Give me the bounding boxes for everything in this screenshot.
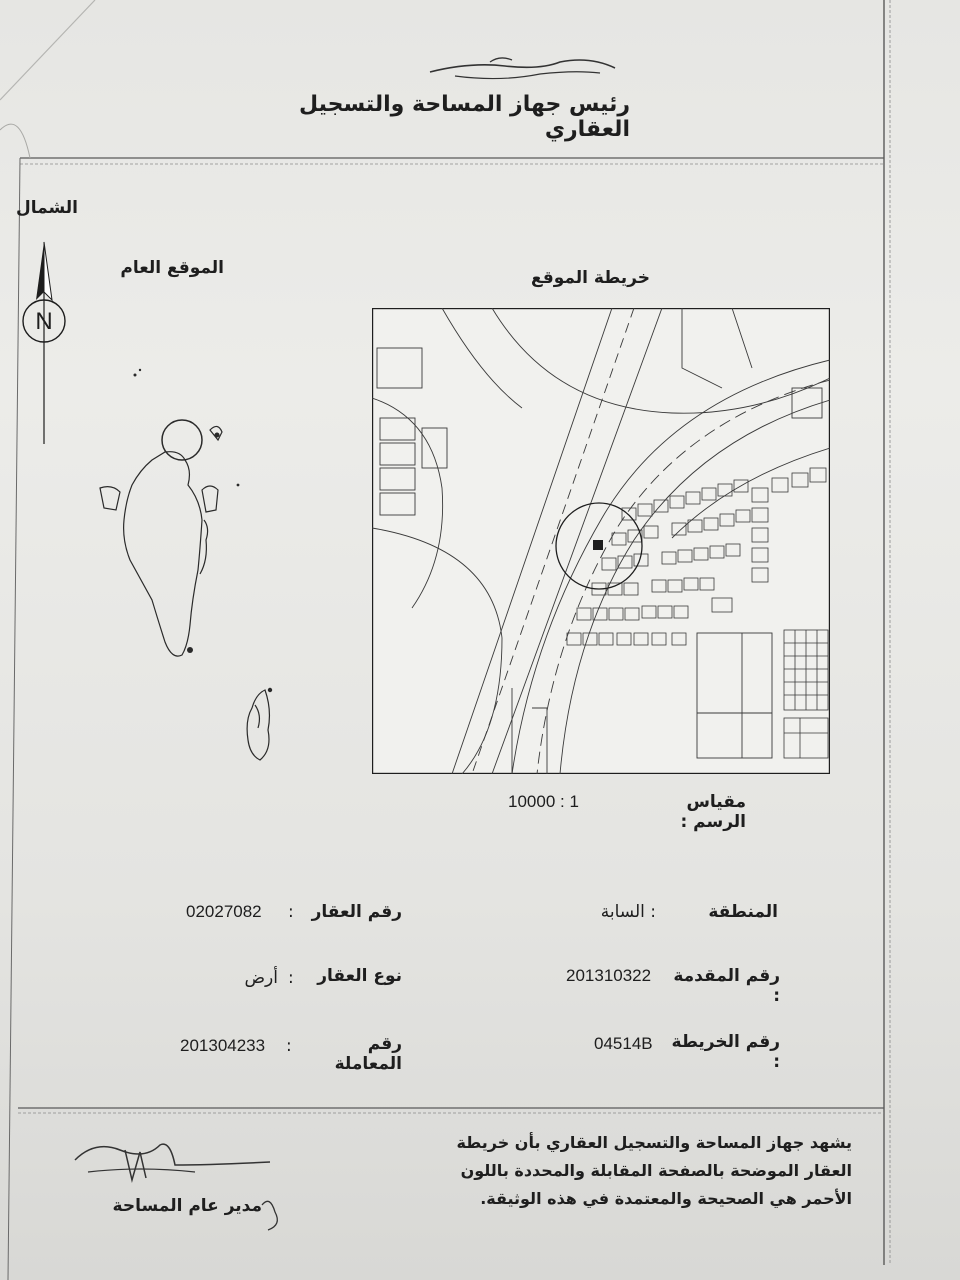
property-number-value: 02027082 [186,902,262,921]
north-letter: N [35,308,53,335]
application-number-value: 201310322 [566,966,652,985]
transaction-number-label: رقم المعاملة [334,1034,402,1074]
signatory-title: مدير عام المساحة [112,1196,262,1216]
property-type-colon: : [288,968,294,988]
site-map [372,308,830,774]
site-map-title: خريطة الموقع [530,268,650,288]
transaction-number-colon: : [286,1036,292,1056]
region-value: : السابة [600,902,656,922]
application-number-label: رقم المقدمة : [673,966,780,1006]
property-number-colon: : [288,902,294,922]
authority-title: رئيس جهاز المساحة والتسجيل العقاري [299,92,630,142]
property-type-label: نوع العقار [317,966,402,986]
general-location-map [60,360,280,780]
scale-label: مقياس الرسم : [680,792,746,832]
certification-line-3: الأحمر هي الصحيحة والمعتمدة في هذه الوثيقة. [480,1189,852,1208]
region-label: المنطقة [708,902,778,922]
general-location-title: الموقع العام [120,258,224,278]
property-number-label: رقم العقار [311,902,402,922]
certification-line-1: يشهد جهاز المساحة والتسجيل العقاري بأن خريطة [456,1133,852,1152]
map-number-value: 04514B [594,1034,653,1053]
property-parcel [593,540,603,550]
scale-value: 10000 : 1 [508,792,579,811]
map-number-label: رقم الخريطة : [671,1032,780,1072]
certification-line-2: العقار الموضحة بالصفحة المقابلة والمحددة باللون [460,1161,852,1180]
transaction-number-value: 201304233 [180,1036,266,1055]
property-type-value: أرض [244,968,278,988]
north-label: الشمال [15,198,78,218]
